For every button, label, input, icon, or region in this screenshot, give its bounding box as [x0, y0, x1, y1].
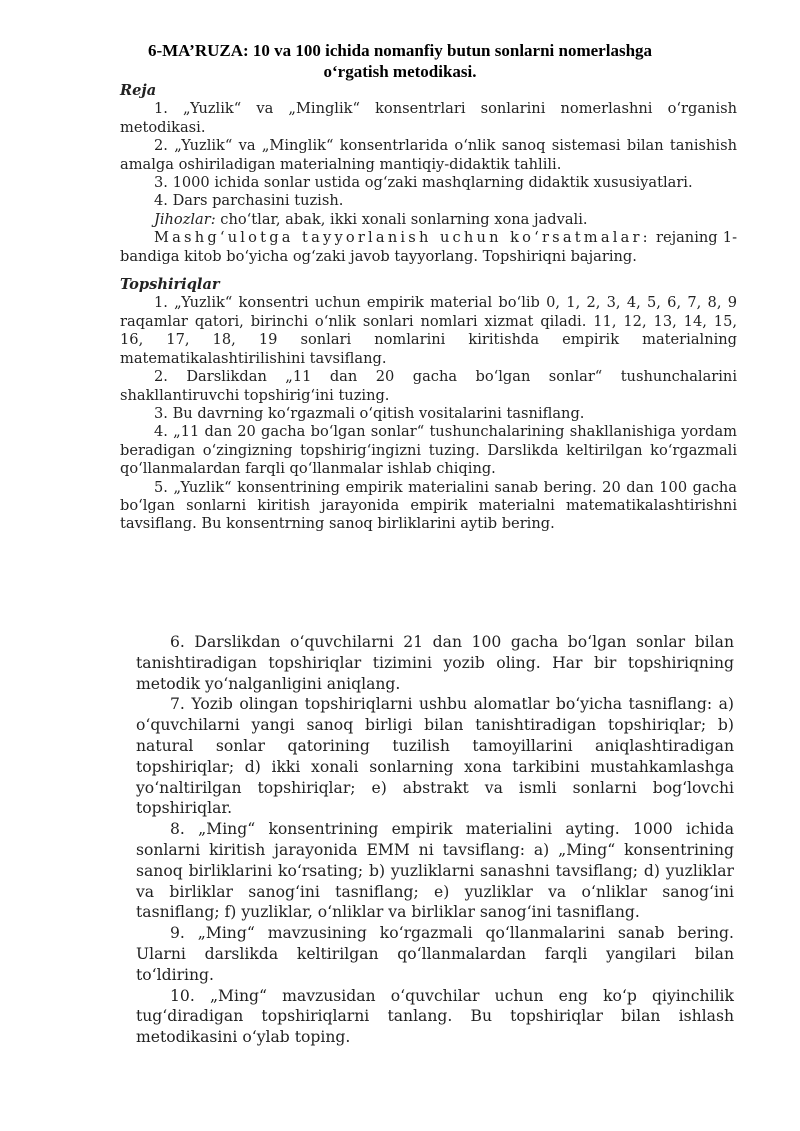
- scanned-text-block-2: [136, 632, 734, 1048]
- mashgulot-line: [120, 229, 737, 266]
- mashgulot-label: Mashg‘ulotga tayyorlanish uchun ko‘rsatmalar:: [154, 229, 651, 247]
- title-line-1: 6-MA’RUZA: 10 va 100 ichida nomanfiy butun sonlarni nomerlashga: [147, 41, 653, 60]
- mashgulot-text: rejaning 1- bandiga kitob bo‘yicha og‘zaki javob tayyorlang. Topshiriqni bajaring.: [120, 229, 737, 265]
- reja-item-2: 2. „Yuzlik“ va „Minglik“ konsentrlarida o‘nlik sanoq sistemasi bilan tanishish amalga oshiriladigan materialning mantiqiy-didaktik tahlili.: [120, 137, 737, 173]
- topshiriq-7: 7. Yozib olingan topshiriqlarni ushbu alomatlar bo‘yicha tasniflang: a) o‘quvchilarni yangi sanoq birligi bilan tanishtiradigan topshiriqlar; b) natural sonlar qatorining tuzilish tamoyillarini aniqlashtiradigan topshiriqlar; d) ikki xonali sonlarning xona tarkibini mustahkamlashga yo‘naltirilgan topshiriqlar; e) abstrakt va ismli sonlarni bog‘lovchi topshiriqlar.: [136, 695, 734, 818]
- topshiriq-5: 5. „Yuzlik“ konsentrining empirik materialini sanab bering. 20 dan 100 gacha bo‘lgan sonlarni kiritish jarayonida empirik materialni matematikalashtirishni tavsiflang. Bu konsentrning sanoq birliklarini aytib bering.: [120, 478, 737, 533]
- scanned-text-block: [120, 82, 737, 534]
- topshiriqlar-heading: Topshiriqlar: [120, 276, 220, 294]
- topshiriq-6: 6. Darslikdan o‘quvchilarni 21 dan 100 gacha bo‘lgan sonlar bilan tanishtiradigan topshiriqlar tizimini yozib oling. Har bir topshiriqning metodik yo‘nalganligini aniqlang.: [136, 633, 734, 693]
- topshiriq-4: 4. „11 dan 20 gacha bo‘lgan sonlar“ tushunchalarining shakllanishiga yordam beradigan o‘zingizning topshirig‘ingizni tuzing. Darslikda keltirilgan ko‘rgazmali qo‘llanmalardan farqli qo‘llanmalar ishlab chiqing.: [120, 423, 737, 478]
- title-line-2: o‘rgatish metodikasi.: [323, 62, 477, 81]
- topshiriq-1: 1. „Yuzlik“ konsentri uchun empirik material bo‘lib 0, 1, 2, 3, 4, 5, 6, 7, 8, 9 raqamlar qatori, birinchi o‘nlik sonlari nomlari xizmat qiladi. 11, 12, 13, 14, 15, 16, 17, 18, 19 sonlari nomlarini kiritishda empirik materialning matematikalashtirilishini tavsiflang.: [120, 294, 737, 367]
- reja-item-3: 3. 1000 ichida sonlar ustida og‘zaki mashqlarning didaktik xususiyatlari.: [154, 174, 693, 192]
- jihozlar-label: Jihozlar:: [154, 210, 216, 228]
- reja-item-1: 1. „Yuzlik“ va „Minglik“ konsentrlari sonlarini nomerlashni o‘rganish metodikasi.: [120, 100, 737, 136]
- topshiriq-3: 3. Bu davrning ko‘rgazmali o‘qitish vositalarini tasniflang.: [154, 404, 585, 422]
- reja-heading: Reja: [120, 82, 157, 99]
- jihozlar-line: [120, 211, 737, 229]
- topshiriq-9: 9. „Ming“ mavzusining ko‘rgazmali qo‘llanmalarini sanab bering. Ularni darslikda keltirilgan qo‘llanmalardan farqli yangilari bilan to‘ldiring.: [136, 924, 734, 984]
- reja-item-4: 4. Dars parchasini tuzish.: [154, 192, 344, 210]
- jihozlar-text: cho‘tlar, abak, ikki xonali sonlarning xona jadvali.: [220, 210, 588, 228]
- topshiriq-10: 10. „Ming“ mavzusidan o‘quvchilar uchun eng ko‘p qiyinchilik tug‘diradigan topshiriqlarni tanlang. Bu topshiriqlar bilan ishlash metodikasini o‘ylab toping.: [136, 986, 734, 1047]
- topshiriq-8: 8. „Ming“ konsentrining empirik materialini ayting. 1000 ichida sonlarni kiritish jarayonida EMM ni tavsiflang: a) „Ming“ konsentrining sanoq birliklarini ko‘rsating; b) yuzliklarni sanashni tavsiflang; d) yuzliklar va birliklar sanog‘ini tasniflang; e) yuzliklar va o‘nliklar sanog‘ini tasniflang; f) yuzliklar, o‘nliklar va birliklar sanog‘ini tasniflang.: [136, 820, 734, 922]
- topshiriq-2: 2. Darslikdan „11 dan 20 gacha bo‘lgan sonlar“ tushunchalarini shakllantiruvchi topshirig‘ini tuzing.: [120, 368, 737, 404]
- lecture-title: [100, 40, 700, 82]
